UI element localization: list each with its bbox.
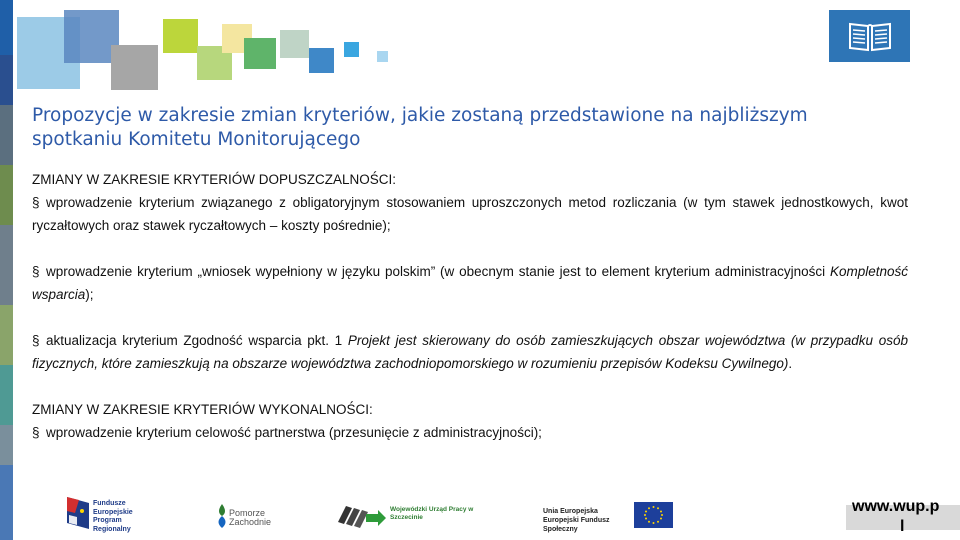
decor-square [377, 51, 388, 62]
wup-logo-icon [336, 502, 386, 528]
slide-title: Propozycje w zakresie zmian kryteriów, jakie zostaną przedstawione na najbliższym spotkaniu Komitetu Monitorującego [32, 105, 808, 150]
decor-square [163, 19, 198, 53]
logo-wup: Wojewódzki Urząd Pracy w Szczecinie [390, 506, 474, 521]
logo-fundusze-europejskie: Fundusze Europejskie Program Regionalny [93, 500, 133, 533]
list-item [32, 191, 908, 237]
logo-pomorze-zachodnie: Pomorze Zachodnie [229, 508, 272, 527]
list-item-italic: Kompletność wsparcia [32, 264, 908, 302]
decor-square [344, 42, 359, 57]
decor-square [111, 45, 158, 90]
pomorze-zachodnie-logo-icon [214, 502, 230, 530]
bullet-icon: § [32, 333, 40, 348]
list-item-text: aktualizacja kryterium Zgodność wsparcia pkt. 1 [46, 333, 348, 348]
logo-unia-europejska: Unia Europejska Europejski Fundusz Społeczny [543, 508, 610, 533]
list-item [32, 260, 908, 306]
list-item-text-end: ); [85, 287, 94, 302]
open-book-icon [846, 19, 894, 53]
decor-square [244, 38, 276, 69]
decor-square [280, 30, 309, 58]
book-icon-tile [829, 10, 910, 62]
fundusze-europejskie-logo-icon [67, 497, 89, 529]
list-item-italic: Projekt jest skierowany do osób zamieszkujących obszar województwa (w przypadku osób fizycznych, które zamieszkują na obszarze województwa zachodniopomorskiego w rozumieniu przepisów Kodeksu Cywilnego) [32, 333, 908, 371]
eu-flag-icon [634, 502, 673, 528]
list-item-text-end: . [788, 356, 793, 371]
list-item-text: wprowadzenie kryterium celowość partnerstwa (przesunięcie z administracyjności); [46, 425, 542, 440]
bullet-icon: § [32, 264, 40, 279]
bullet-icon: § [32, 425, 40, 440]
bullet-icon: § [32, 195, 40, 210]
list-item-text: wprowadzenie kryterium „wniosek wypełniony w języku polskim” (w obecnym stanie jest to element kryterium administracyjności [46, 264, 830, 279]
section-heading-admissibility: ZMIANY W ZAKRESIE KRYTERIÓW DOPUSZCZALNOŚCI: [32, 172, 397, 187]
list-item [32, 421, 908, 444]
list-item [32, 329, 908, 375]
slide-body [32, 168, 908, 444]
decor-square [309, 48, 334, 73]
list-item-text: wprowadzenie kryterium związanego z obligatoryjnym stosowaniem uproszczonych metod rozliczania (w tym stawek jednostkowych, kwot ryczałtowych oraz stawek ryczałtowych – koszty pośrednie); [32, 195, 908, 233]
website-url-continued[interactable]: l [900, 518, 905, 535]
section-heading-feasibility: ZMIANY W ZAKRESIE KRYTERIÓW WYKONALNOŚCI: [32, 402, 373, 417]
left-color-strip [0, 0, 13, 540]
website-url[interactable]: www.wup.p [852, 498, 940, 515]
